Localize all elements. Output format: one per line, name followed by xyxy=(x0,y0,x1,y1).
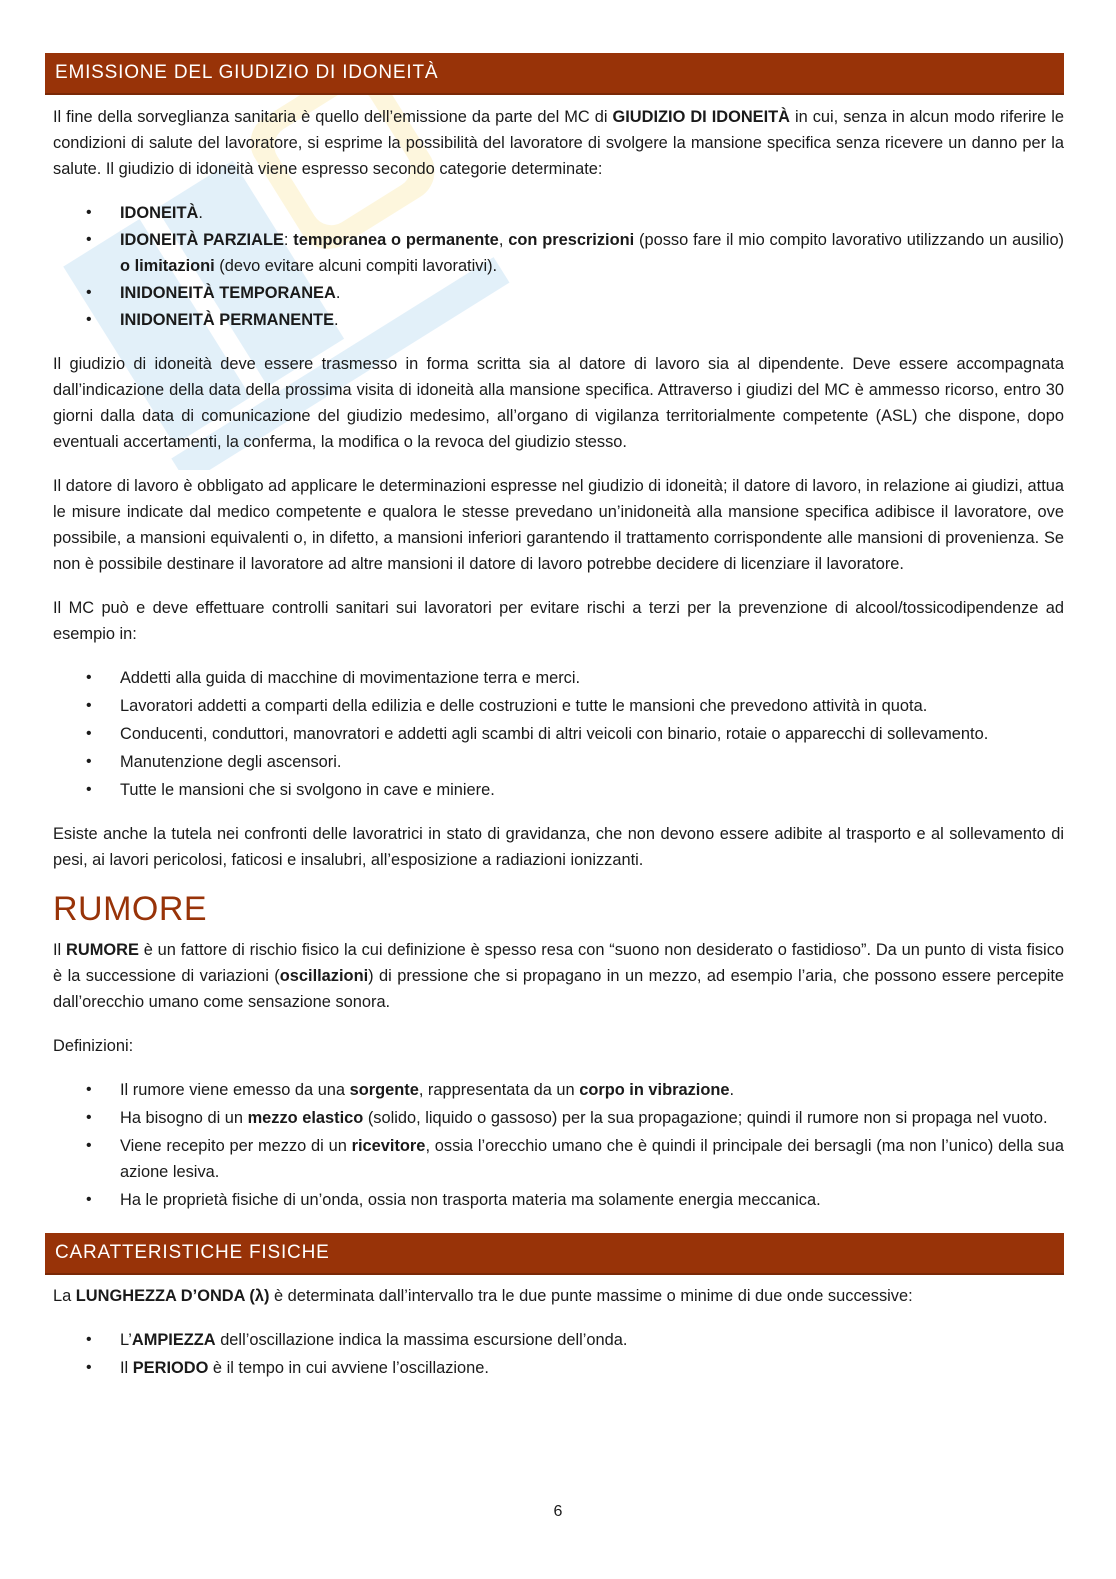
list-item: • L’AMPIEZZA dell’oscillazione indica la massima escursione dell’onda. xyxy=(86,1331,628,1349)
section-header-caratteristiche xyxy=(45,1233,1064,1275)
list-item: • Il PERIODO è il tempo in cui avviene l’oscillazione. xyxy=(86,1359,489,1377)
paragraph-definizioni-label: Definizioni: xyxy=(53,1037,134,1055)
list-item: • Manutenzione degli ascensori. xyxy=(86,753,342,771)
paragraph-intro-rumore: Il RUMORE è un fattore di rischio fisico la cui definizione è spesso resa con “suono non desiderato o fastidioso”. Da un punto di vista fisico è la successione di variazioni (oscillazioni) di pressione che si propagano in un mezzo, ad esempio l’aria, che possono essere percepite dall’orecchio umano come sensazione sonora. xyxy=(53,941,1064,1011)
list-item: • INIDONEITÀ PERMANENTE. xyxy=(86,311,339,329)
list-item: • Addetti alla guida di macchine di movimentazione terra e merci. xyxy=(86,669,581,687)
list-item: • Il rumore viene emesso da una sorgente, rappresentata da un corpo in vibrazione. xyxy=(86,1081,735,1099)
list-item: • Lavoratori addetti a comparti della edilizia e delle costruzioni e tutte le mansioni che prevedono attività in quota. xyxy=(86,697,928,715)
list-item: • Ha le proprietà fisiche di un’onda, ossia non trasporta materia ma solamente energia meccanica. xyxy=(86,1191,821,1209)
list-item: • Conducenti, conduttori, manovratori e addetti agli scambi di altri veicoli con binario, rotaie o apparecchi di sollevamento. xyxy=(86,725,989,743)
section-title: CARATTERISTICHE FISICHE xyxy=(55,1242,330,1263)
list-item: • Viene recepito per mezzo di un ricevitore, ossia l’orecchio umano che è quindi il principale dei bersagli (ma non l’unico) della sua azione lesiva. xyxy=(86,1137,1064,1181)
page-content xyxy=(53,53,1064,1381)
section-header-giudizio xyxy=(45,53,1064,95)
list-caratteristiche xyxy=(53,1327,1064,1381)
paragraph-datore-obblighi: Il datore di lavoro è obbligato ad applicare le determinazioni espresse nel giudizio di idoneità; il datore di lavoro, in relazione ai giudizi, attua le misure indicate dal medico competente e qualora le stesse prevedano un’inidoneità alla mansione specifica adibisce il lavoratore, ove possibile, a mansioni equivalenti o, in difetto, a mansioni inferiori garantendo il trattamento corrispondente alle mansioni di provenienza. Se non è possibile destinare il lavoratore ad altre mansioni il datore di lavoro potrebbe decidere di licenziare il lavoratore. xyxy=(53,477,1064,573)
list-categorie-idoneita xyxy=(53,200,1064,333)
list-item: • Ha bisogno di un mezzo elastico (solido, liquido o gassoso) per la sua propagazione; quindi il rumore non si propaga nel vuoto. xyxy=(86,1109,1048,1127)
list-item: • IDONEITÀ. xyxy=(86,204,203,222)
paragraph-lunghezza-onda: La LUNGHEZZA D’ONDA (λ) è determinata dall’intervallo tra le due punte massime o minime di due onde successive: xyxy=(53,1287,913,1305)
paragraph-intro-giudizio: Il fine della sorveglianza sanitaria è quello dell’emissione da parte del MC di GIUDIZIO DI IDONEITÀ in cui, senza in alcun modo riferire le condizioni di salute del lavoratore, si esprime la possibilità del lavoratore di svolgere la mansione specifica senza ricevere un danno per la salute. Il giudizio di idoneità viene espresso secondo categorie determinate: xyxy=(53,108,1065,178)
list-item: • INIDONEITÀ TEMPORANEA. xyxy=(86,284,341,302)
paragraph-gravidanza: Esiste anche la tutela nei confronti delle lavoratrici in stato di gravidanza, che non devono essere adibite al trasporto e al sollevamento di pesi, ai lavori pericolosi, faticosi e insalubri, all’esposizione a radiazioni ionizzanti. xyxy=(53,825,1064,869)
page-number: 6 xyxy=(553,1503,563,1520)
paragraph-trasmissione: Il giudizio di idoneità deve essere trasmesso in forma scritta sia al datore di lavoro sia al dipendente. Deve essere accompagnata dall’indicazione della data della prossima visita di idoneità alla mansione specifica. Attraverso i giudizi del MC è ammesso ricorso, entro 30 giorni dalla data di comunicazione del giudizio medesimo, all’organo di vigilanza territorialmente competente (ASL) che dispone, dopo eventuali accertamenti, la conferma, la modifica o la revoca del giudizio stesso. xyxy=(53,355,1064,451)
list-esempi-mansioni xyxy=(53,665,1064,803)
paragraph-controlli-mc: Il MC può e deve effettuare controlli sanitari sui lavoratori per evitare rischi a terzi per la prevenzione di alcool/tossicodipendenze ad esempio in: xyxy=(53,599,1064,643)
heading-rumore: RUMORE xyxy=(53,890,208,928)
list-definizioni xyxy=(53,1077,1064,1213)
list-item: • IDONEITÀ PARZIALE: temporanea o permanente, con prescrizioni (posso fare il mio compito lavorativo utilizzando un ausilio) o limitazioni (devo evitare alcuni compiti lavorativi). xyxy=(86,231,1065,275)
list-item: • Tutte le mansioni che si svolgono in cave e miniere. xyxy=(86,781,495,799)
section-title: EMISSIONE DEL GIUDIZIO DI IDONEITÀ xyxy=(55,62,439,83)
